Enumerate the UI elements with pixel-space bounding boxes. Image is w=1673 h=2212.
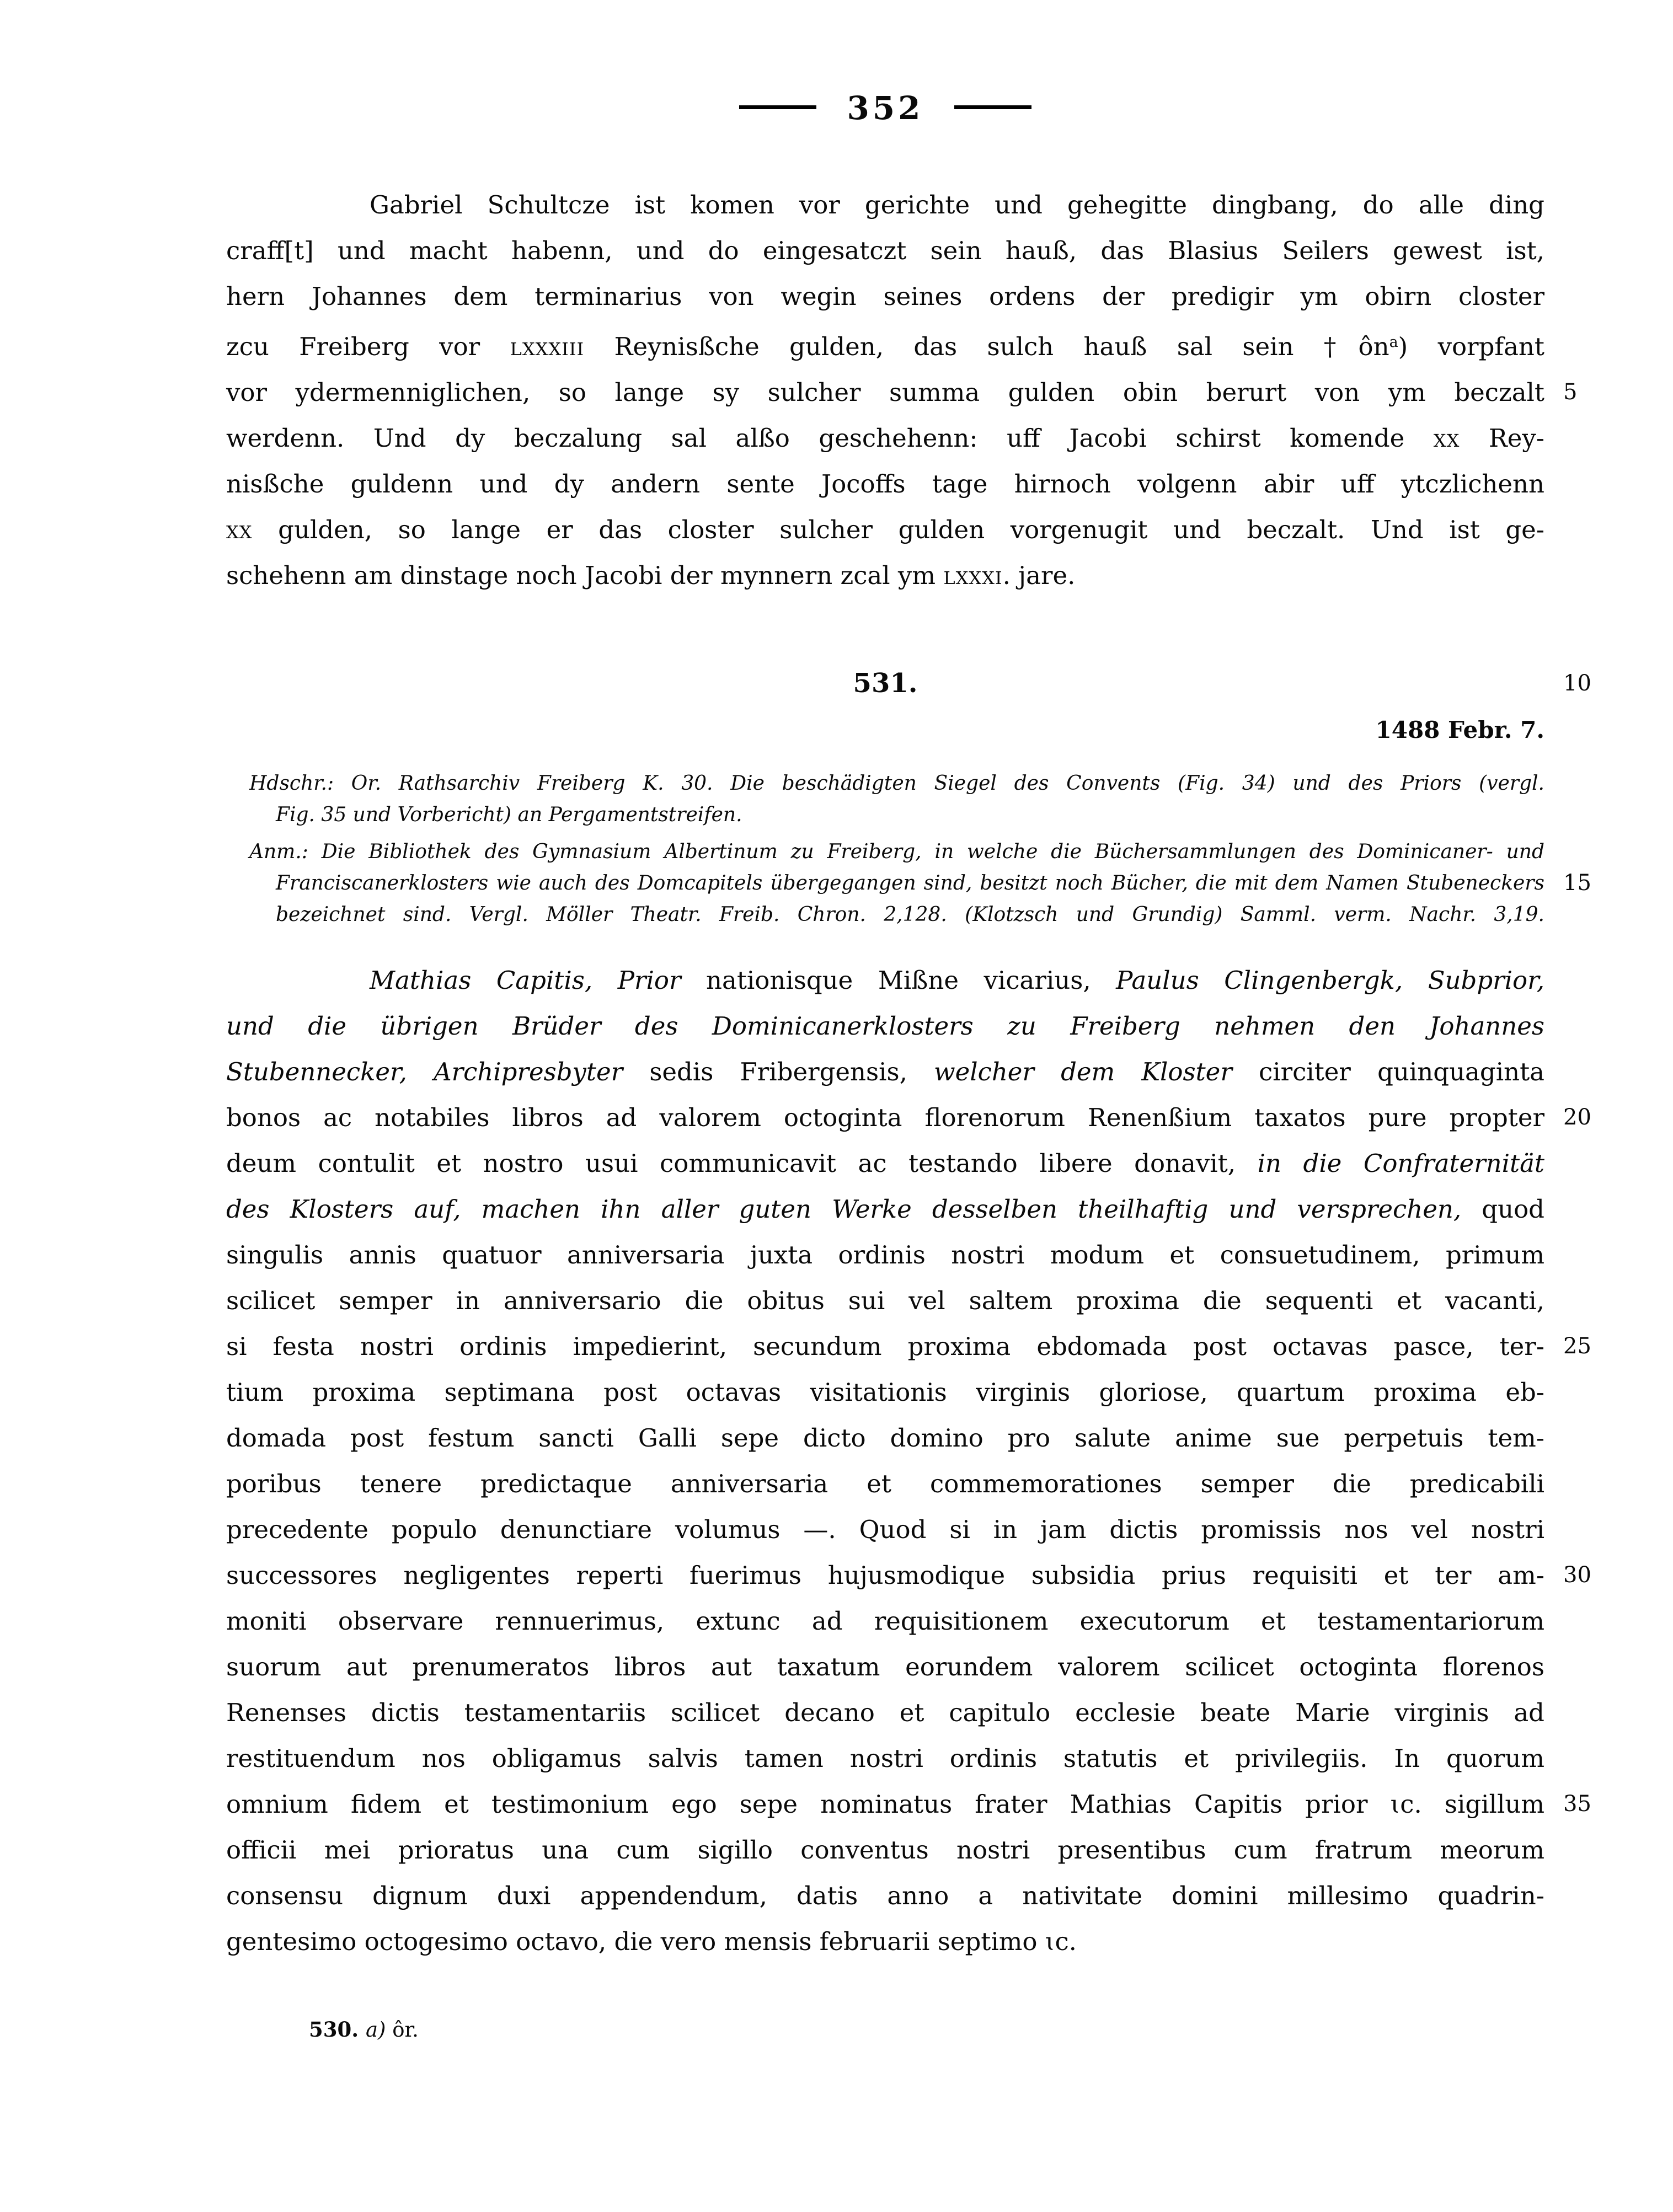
source-note-hdschr — [249, 768, 1544, 831]
text-line — [226, 1415, 1544, 1461]
text-segment: consensu dignum duxi appendendum, datis anno a nativitate domini millesimo quadrin- — [226, 1881, 1544, 1910]
text-line — [226, 1644, 1544, 1690]
text-segment: ôr. — [392, 2018, 419, 2042]
text-segment: singulis annis quatuor anniversaria juxta ordinis nostri modum et consuetudinem, primum — [226, 1240, 1544, 1270]
text-line — [226, 1003, 1544, 1049]
text-line — [226, 461, 1544, 507]
margin-line-number: 30 — [1563, 1562, 1591, 1588]
text-line — [226, 1186, 1544, 1232]
text-segment: gentesimo octogesimo octavo, die vero mensis februarii septimo ɩc. — [226, 1927, 1077, 1956]
text-line — [226, 1369, 1544, 1415]
header-rule-left — [739, 105, 816, 109]
text-line — [226, 369, 1578, 415]
text-segment: Rey- — [1460, 423, 1544, 453]
text-segment: sedis Fribergensis, — [623, 1057, 934, 1086]
entry-531-date: 1488 Febr. 7. — [1375, 716, 1544, 743]
text-segment: 530. — [309, 2017, 366, 2042]
text-segment: tium proxima septimana post octavas visitationis virginis gloriose, quartum proxima eb- — [226, 1378, 1544, 1407]
text-line — [226, 957, 1544, 1003]
text-segment: Renenses dictis testamentariis scilicet decano et capitulo ecclesie beate Marie virginis ad — [226, 1698, 1544, 1727]
text-line — [226, 553, 1544, 598]
text-segment: successores negligentes reperti fuerimus hujusmodique subsidia prius requisiti et ter am- — [226, 1561, 1544, 1590]
text-segment: Mathias Capitis, Prior — [370, 966, 681, 995]
text-line — [226, 1278, 1544, 1324]
text-line — [226, 1690, 1544, 1736]
text-segment: precedente populo denunctiare volumus —. Quod si in jam dictis promissis nos vel nostri — [226, 1515, 1544, 1544]
text-segment: ) vorpfant — [1398, 331, 1544, 361]
text-segment: quod — [1461, 1195, 1544, 1224]
text-segment: hern Johannes dem terminarius von wegin seines ordens der predigir ym obirn closter — [226, 282, 1544, 311]
entry-531-number: 531. — [853, 668, 918, 699]
text-segment: nationisque Mißne vicarius, — [681, 966, 1116, 995]
text-line — [226, 1827, 1544, 1873]
text-line — [226, 1232, 1544, 1278]
text-line — [226, 274, 1544, 319]
text-segment: zcu Freiberg vor — [226, 331, 510, 361]
text-segment: des Klosters auf, machen ihn aller guten Werke desselben theilhaftig und versprechen, — [226, 1195, 1462, 1224]
text-segment: und die übrigen Brüder des Dominicanerklosters zu Freiberg nehmen den Johannes — [226, 1011, 1544, 1041]
margin-line-number: 5 — [1563, 379, 1578, 405]
text-line — [226, 1873, 1544, 1919]
text-segment: si festa nostri ordinis impedierint, secundum proxima ebdomada post octavas pasce, ter- — [226, 1332, 1544, 1361]
text-segment: scilicet semper in anniversario die obitus sui vel saltem proxima die sequenti et vacanti, — [226, 1286, 1544, 1315]
text-line — [226, 182, 1544, 228]
text-line — [226, 1736, 1544, 1781]
text-line — [226, 1919, 1544, 1964]
text-line — [249, 768, 1544, 799]
text-segment: suorum aut prenumeratos libros aut taxatum eorundem valorem scilicet octoginta florenos — [226, 1652, 1544, 1681]
text-segment: bonos ac notabiles libros ad valorem octoginta florenorum Renenßium taxatos pure propter — [226, 1103, 1544, 1132]
text-segment: craff[t] und macht habenn, und do eingesatczt sein hauß, das Blasius Seilers gewest ist, — [226, 236, 1544, 265]
text-line — [226, 415, 1544, 461]
text-line — [249, 867, 1591, 899]
page-number: 352 — [847, 89, 924, 127]
text-line — [226, 1049, 1544, 1095]
text-segment: Paulus Clingenbergk, Subprior, — [1116, 966, 1545, 995]
entry-530-continuation-paragraph — [226, 182, 1578, 598]
text-line — [226, 319, 1544, 369]
text-segment: in die Confraternität — [1257, 1149, 1544, 1178]
text-segment: deum contulit et nostro usui communicavit ac testando libere donavit, — [226, 1149, 1258, 1178]
text-segment: moniti observare rennuerimus, extunc ad requisitionem executorum et testamentariorum — [226, 1606, 1544, 1636]
text-segment: Reynisßche gulden, das sulch hauß sal sein †ôn — [584, 331, 1389, 361]
text-segment: Franciscanerklosters wie auch des Domcapitels übergegangen sind, besitzt noch Bücher, die mit dem Namen Stubeneckers — [276, 872, 1544, 895]
text-line — [226, 1095, 1591, 1140]
entry-531-body — [226, 957, 1591, 1964]
text-line — [226, 1598, 1544, 1644]
text-segment: vor ydermenniglichen, so lange sy sulcher summa gulden obin berurt von ym beczalt — [226, 377, 1544, 407]
margin-line-number: 10 — [1563, 671, 1591, 696]
text-line — [249, 836, 1544, 867]
text-segment: . jare. — [1002, 560, 1076, 590]
text-segment: lxxxiii — [510, 331, 585, 361]
text-segment: lxxxi — [943, 560, 1003, 590]
text-segment: xx — [1433, 423, 1460, 453]
text-line — [226, 1461, 1544, 1507]
text-segment: Gabriel Schultcze ist komen vor gerichte und gehegitte dingbang, do alle ding — [370, 190, 1544, 219]
margin-line-number: 25 — [1563, 1333, 1591, 1359]
text-segment: werdenn. Und dy beczalung sal alßo geschehenn: uff Jacobi schirst komende — [226, 423, 1434, 453]
text-segment: Hdschr.: Or. Rathsarchiv Freiberg K. 30. Die beschädigten Siegel des Convents (Fig. 34) und des Priors (vergl. — [249, 772, 1544, 795]
margin-line-number: 15 — [1563, 870, 1591, 896]
annotation-note-anm — [249, 836, 1591, 930]
entry-531-heading — [226, 661, 1591, 706]
text-line — [249, 799, 1544, 831]
margin-line-number: 20 — [1563, 1105, 1591, 1130]
text-line — [249, 899, 1544, 930]
text-segment: gulden, so lange er das closter sulcher gulden vorgenugit und beczalt. Und ist ge- — [252, 515, 1544, 544]
margin-line-number: 35 — [1563, 1791, 1591, 1817]
text-line — [226, 1552, 1591, 1598]
text-line — [226, 1781, 1591, 1827]
text-line — [309, 2014, 419, 2045]
text-segment: Anm.: Die Bibliothek des Gymnasium Albertinum zu Freiberg, in welche die Büchersammlungen des Dominicaner- und — [249, 840, 1544, 863]
text-segment: domada post festum sancti Galli sepe dicto domino pro salute anime sue perpetuis tem- — [226, 1423, 1544, 1453]
text-line — [226, 1324, 1591, 1369]
text-segment: Fig. 35 und Vorbericht) an Pergamentstreifen. — [276, 804, 742, 826]
text-segment: nisßche guldenn und dy andern sente Jocoffs tage hirnoch volgenn abir uff ytczlichenn — [226, 469, 1544, 499]
text-line — [226, 228, 1544, 274]
text-segment: a) — [366, 2018, 393, 2042]
text-line — [226, 1507, 1544, 1552]
text-segment: poribus tenere predictaque anniversaria et commemorationes semper die predicabili — [226, 1469, 1544, 1498]
text-segment: bezeichnet sind. Vergl. Möller Theatr. Freib. Chron. 2,128. (Klotzsch und Grundig) Samml. verm. Nachr. 3,19. — [276, 903, 1544, 926]
text-segment: circiter quinquaginta — [1232, 1057, 1544, 1086]
text-segment: officii mei prioratus una cum sigillo conventus nostri presentibus cum fratrum meorum — [226, 1835, 1544, 1865]
text-segment: restituendum nos obligamus salvis tamen nostri ordinis statutis et privilegiis. In quorum — [226, 1744, 1544, 1773]
text-line — [226, 1140, 1544, 1186]
text-segment: Stubennecker, Archipresbyter — [226, 1057, 623, 1086]
header-rule-right — [954, 105, 1031, 109]
text-segment: schehenn am dinstage noch Jacobi der mynnern zcal ym — [226, 560, 944, 590]
text-line — [226, 507, 1544, 553]
footnote-530a — [309, 2014, 419, 2045]
text-segment: welcher dem Kloster — [934, 1057, 1232, 1086]
text-segment: xx — [226, 515, 253, 544]
text-segment: omnium fidem et testimonium ego sepe nominatus frater Mathias Capitis prior ɩc. sigillum — [226, 1790, 1544, 1819]
text-segment: a — [1389, 334, 1398, 351]
page-header — [226, 89, 1544, 127]
